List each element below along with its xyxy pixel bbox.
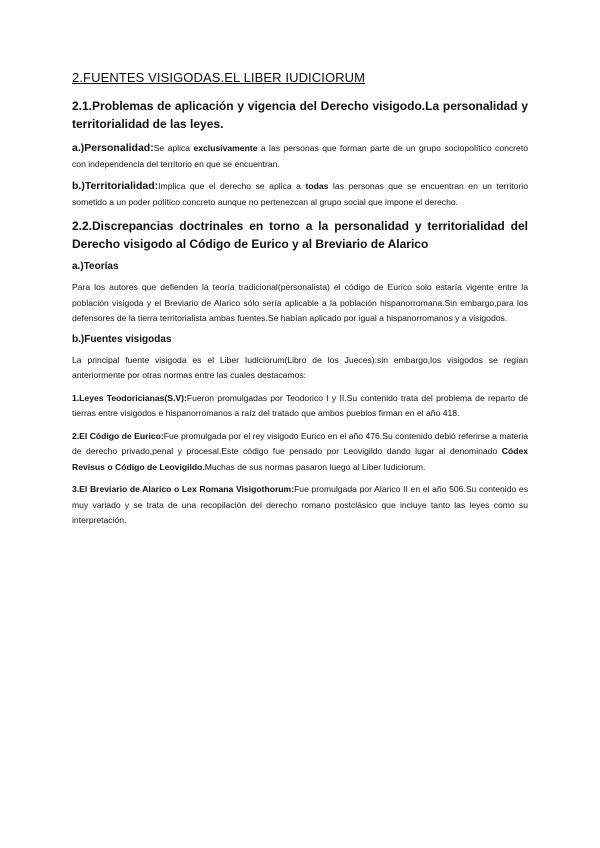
section-2-1-heading: 2.1.Problemas de aplicación y vigencia del Derecho visigodo.La personalidad y territorialidad de las leyes. [72,99,528,131]
fuentes-intro-paragraph: La principal fuente visigoda es el Liber Iudiciorum(Libro de los Jueces):sin embargo,los visigodos se regían anteriormente por otras normas entre las cuales destacamos: [72,354,528,380]
document-title: 2.FUENTES VISIGODAS.EL LIBER IUDICIORUM [72,70,366,85]
breviario-alarico-paragraph [72,482,528,529]
personalidad-label: a.)Personalidad: [72,142,154,154]
territorialidad-text-pre: Implica que el derecho se aplica a [158,181,306,191]
fuentes-visigodas-heading: b.)Fuentes visigodas [72,333,172,345]
breviario-alarico-text: Fue promulgada por Alarico II en el año 506.Su contenido es muy variado y se trata de una recopilación del derecho romano postclásico que incluye tanto las leyes como su interpretación. [72,484,529,525]
personalidad-emphasis: exclusivamente [193,143,258,153]
territorialidad-paragraph [72,179,528,210]
leyes-teodoricianas-paragraph [72,391,528,422]
codex-revisus-emphasis: Códex Revisus o Código de Leovigildo. [72,446,528,472]
document-body [72,70,528,536]
section-2-2-heading: 2.2.Discrepancias doctrinales en torno a la personalidad y territorialidad del Derecho visigodo al Código de Eurico y al Breviario de Alarico [72,219,528,251]
personalidad-text-pre: Se aplica [153,143,194,153]
personalidad-paragraph [72,141,528,172]
personalidad-text-post: a las personas que forman parte de un grupo sociopolítico concreto con independencia del territorio en que se encuentran. [72,143,528,169]
territorialidad-emphasis: todas [305,181,329,191]
codigo-eurico-paragraph [72,429,528,476]
breviario-alarico-label: 3.El Breviario de Alarico o Lex Romana Visigothorum: [72,484,295,494]
codigo-eurico-text-pre: Fue promulgada por el rey visigodo Eurico en el año 476.Su contenido debió referirse a materia de derecho privado,penal y procesal.Este código fue pensado por Leovigildo dando lugar al denominado [72,430,528,456]
codigo-eurico-text-post: Muchas de sus normas pasaron luego al Liber Iudiciorum. [204,461,426,472]
territorialidad-text-post: las personas que se encuentran en un territorio sometido a un poder político concreto aunque no pertenezcan al grupo social que impone el derecho. [72,181,528,207]
teorias-heading: a.)Teorías [72,261,119,272]
territorialidad-label: b.)Territorialidad: [72,180,159,192]
codigo-eurico-label: 2.El Código de Eurico: [72,430,164,441]
leyes-teodoricianas-text: Fueron promulgadas por Teodorico I y II.Su contenido trata del problema de reparto de tierras entre visigodos e hispanorromanos a raíz del tratado que ambos pueblos firman en el año 418. [72,392,529,418]
teorias-paragraph: Para los autores que defienden la teoría tradicional(personalista) el código de Eurico solo estaría vigente entre la población visigoda y el Breviario de Alarico sólo sería aplicable a la población hispanorromana.Sin embargo,para los defensores de la tierra territorialista ambas fuentes.Se habían aplicado por igual a hispanorromanos y a visigodos. [72,282,528,323]
leyes-teodoricianas-label: 1.Leyes Teodoricianas(S.V): [72,392,187,403]
